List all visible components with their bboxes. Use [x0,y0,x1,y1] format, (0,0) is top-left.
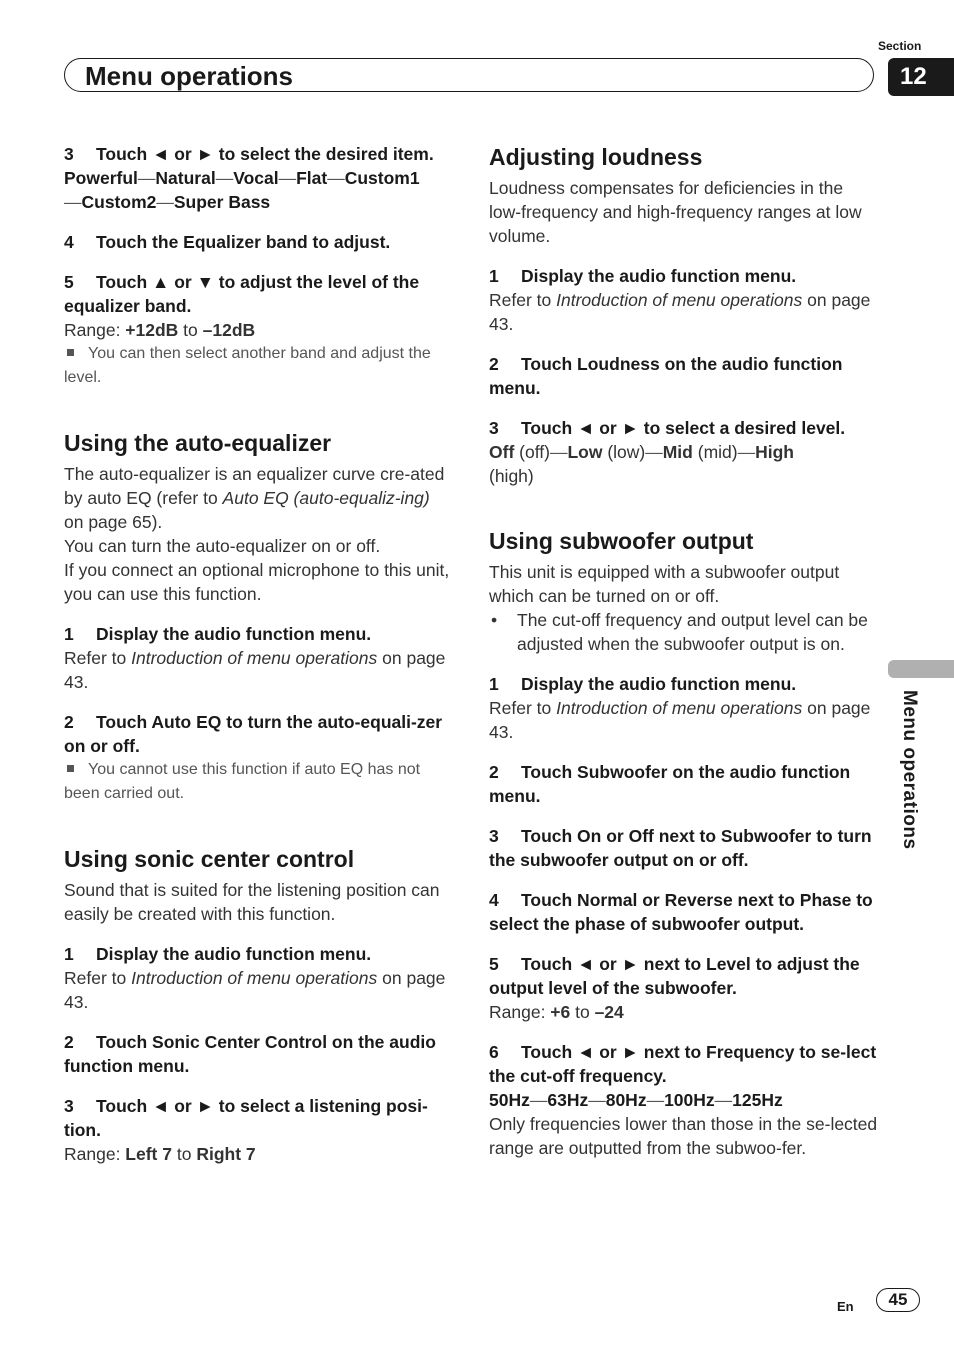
side-tab-marker [888,660,954,678]
eq-option: Flat [296,168,328,188]
page-title: Menu operations [85,61,294,91]
left-column [64,142,454,1166]
eq-option: Natural [155,168,216,188]
page-number: 45 [876,1288,920,1312]
subwoofer-step-3: 3 Touch On or Off next to Subwoofer to turn the subwoofer output on or off. [489,826,872,870]
eq-options: Powerful—Natural—Vocal—Flat—Custom1 —Custom2—Super Bass [64,168,420,212]
loudness-step-2: 2 Touch Loudness on the audio function menu. [489,354,843,398]
range-text: Range: Left 7 to Right 7 [64,1144,256,1164]
range-text: Range: +12dB to –12dB [64,320,256,340]
subwoofer-step-6: 6 Touch ◄ or ► next to Frequency to se-lect the cut-off frequency. [489,1042,877,1086]
section-number: 12 [888,58,954,96]
sonic-intro: Sound that is suited for the listening position can easily be created with this function. [64,880,440,924]
title-bar [64,58,874,92]
loudness-intro: Loudness compensates for deficiencies in the low-frequency and high-frequency ranges at low volume. [489,178,862,246]
auto-eq-intro: The auto-equalizer is an equalizer curve cre-ated by auto EQ (refer to Auto EQ (auto-equaliz-ing) on page 65). [64,464,445,532]
auto-eq-step-1: 1 Display the audio function menu. [64,624,372,644]
step-5-adjust-level: 5 Touch ▲ or ▼ to adjust the level of the equalizer band. [64,272,420,316]
eq-option: Custom1 [344,168,420,188]
frequency-note: Only frequencies lower than those in the se-lected range are outputted from the subwoo-fer. [489,1114,878,1158]
bullet-dot-icon: • [491,610,498,630]
note: You can then select another band and adjust the level. [64,345,431,386]
sonic-step-1: 1 Display the audio function menu. [64,944,372,964]
eq-option: Vocal [233,168,279,188]
bullet-item: • The cut-off frequency and output level can be adjusted when the subwoofer output is on. [491,610,868,654]
step-4-equalizer-band: 4 Touch the Equalizer band to adjust. [64,232,391,252]
reference-text: Refer to Introduction of menu operations on page 43. [489,698,871,742]
heading-subwoofer: Using subwoofer output [489,528,754,554]
auto-eq-paragraph: You can turn the auto-equalizer on or off. [64,536,381,556]
subwoofer-step-1: 1 Display the audio function menu. [489,674,797,694]
subwoofer-intro: This unit is equipped with a subwoofer output which can be turned on or off. [489,562,840,606]
eq-option: Super Bass [173,192,271,212]
sonic-step-3: 3 Touch ◄ or ► to select a listening posi-tion. [64,1096,428,1140]
subwoofer-step-2: 2 Touch Subwoofer on the audio function menu. [489,762,851,806]
right-column [489,142,879,1160]
heading-loudness: Adjusting loudness [489,144,703,170]
loudness-step-3: 3 Touch ◄ or ► to select a desired level. [489,418,846,438]
subwoofer-step-4: 4 Touch Normal or Reverse next to Phase to select the phase of subwoofer output. [489,890,873,934]
frequency-options: 50Hz—63Hz—80Hz—100Hz—125Hz [489,1090,783,1110]
heading-auto-equalizer: Using the auto-equalizer [64,430,332,456]
side-tab-label: Menu operations [899,690,920,850]
eq-option: Powerful [64,168,138,188]
note: You cannot use this function if auto EQ has not been carried out. [64,761,421,802]
section-label: Section [878,39,922,53]
language-label: En [837,1299,854,1314]
loudness-levels: Off (off)—Low (low)—Mid (mid)—High (high) [489,442,794,486]
square-bullet-icon [67,765,74,772]
auto-eq-step-2: 2 Touch Auto EQ to turn the auto-equali-zer on or off. [64,712,443,756]
reference-text: Refer to Introduction of menu operations on page 43. [489,290,871,334]
reference-text: Refer to Introduction of menu operations on page 43. [64,648,446,692]
heading-sonic-center: Using sonic center control [64,846,355,872]
square-bullet-icon [67,349,74,356]
range-text: Range: +6 to –24 [489,1002,624,1022]
reference-text: Refer to Introduction of menu operations on page 43. [64,968,446,1012]
auto-eq-paragraph: If you connect an optional microphone to this unit, you can use this function. [64,560,450,604]
step-3-select-item: 3 Touch ◄ or ► to select the desired item. [64,144,434,164]
eq-option: Custom2 [81,192,157,212]
subwoofer-step-5: 5 Touch ◄ or ► next to Level to adjust the output level of the subwoofer. [489,954,860,998]
sonic-step-2: 2 Touch Sonic Center Control on the audio function menu. [64,1032,436,1076]
loudness-step-1: 1 Display the audio function menu. [489,266,797,286]
